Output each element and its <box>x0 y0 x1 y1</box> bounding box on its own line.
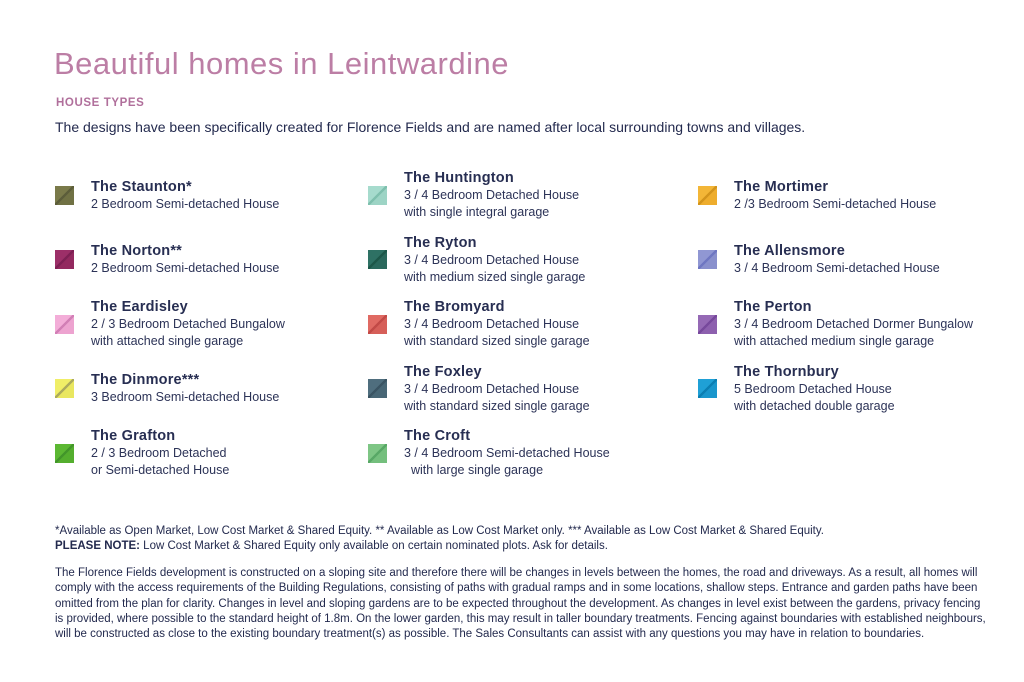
house-type-desc: with standard sized single garage <box>404 334 590 349</box>
page-title: Beautiful homes in Leintwardine <box>54 46 509 81</box>
house-color-swatch <box>368 250 387 269</box>
house-type-desc: 3 / 4 Bedroom Detached House <box>404 317 580 332</box>
house-type-name: The Perton <box>734 299 812 316</box>
house-type-entry <box>698 178 936 213</box>
house-type-name: The Foxley <box>404 363 482 380</box>
house-type-desc: 3 / 4 Bedroom Detached House <box>404 252 580 267</box>
house-type-entry <box>698 298 973 350</box>
house-type-entry <box>368 363 590 415</box>
house-type-name: The Bromyard <box>404 299 505 316</box>
house-color-swatch <box>55 315 74 334</box>
house-type-desc: 2 Bedroom Semi-detached House <box>91 196 280 211</box>
house-type-entry <box>55 178 279 213</box>
please-note-text: Low Cost Market & Shared Equity only available on certain nominated plots. Ask for details. <box>139 539 608 552</box>
availability-line: *Available as Open Market, Low Cost Market & Shared Equity. ** Available as Low Cost Market only. *** Available as Low Cost Market & Shared Equity. <box>55 525 824 537</box>
house-types-column-2 <box>368 163 698 486</box>
house-type-desc: with attached single garage <box>91 334 244 349</box>
house-type-name: The Dinmore*** <box>91 372 200 389</box>
house-color-swatch <box>55 444 74 463</box>
house-type-name: The Ryton <box>404 234 477 251</box>
section-label: HOUSE TYPES <box>56 97 145 109</box>
house-type-desc: 3 / 4 Bedroom Semi-detached House <box>734 261 940 276</box>
house-types-column-1 <box>55 163 368 486</box>
house-type-desc: 3 / 4 Bedroom Semi-detached House <box>404 446 610 461</box>
house-type-name: The Huntington <box>404 170 514 187</box>
house-type-entry <box>55 371 279 406</box>
house-type-entry <box>368 234 585 286</box>
house-type-desc: 3 / 4 Bedroom Detached House <box>404 188 580 203</box>
house-type-desc: 2 /3 Bedroom Semi-detached House <box>734 196 937 211</box>
house-color-swatch <box>698 315 717 334</box>
house-type-name: The Thornbury <box>734 363 839 380</box>
house-type-entry <box>368 427 610 479</box>
house-type-desc: with standard sized single garage <box>404 398 590 413</box>
house-color-swatch <box>368 379 387 398</box>
house-color-swatch <box>698 250 717 269</box>
house-color-swatch <box>368 444 387 463</box>
house-type-name: The Staunton* <box>91 178 192 195</box>
house-type-desc: with medium sized single garage <box>404 269 586 284</box>
house-type-desc: 3 / 4 Bedroom Detached Dormer Bungalow <box>734 317 974 332</box>
house-types-column-3 <box>698 163 998 486</box>
house-type-desc: with large single garage <box>411 463 544 478</box>
development-disclaimer: The Florence Fields development is constructed on a sloping site and therefore there will be changes in levels between the homes, the road and driveways. As a result, all homes will comply with the access requirements of the Building Regulations, consisting of paths with gradual ramps and in some locations, shallow steps. Entrance and garden paths have been omitted from the plan for clarity. Changes in level and sloping gardens are to be expected throughout the development. As changes in level exist between the gardens, privacy fencing is provided, where possible to the standard height of 1.8m. On the lower garden, this may result in taller boundary treatments. Fencing against boundaries with established neighbours, will be constructed as close to the existing boundary treatment(s) as possible. The Sales Consultants can assist with any questions you may have in relation to boundaries. <box>55 567 986 641</box>
house-type-entry <box>55 298 285 350</box>
please-note-line <box>55 539 965 554</box>
house-type-entry <box>368 298 590 350</box>
house-type-name: The Croft <box>404 428 471 445</box>
house-type-entry <box>368 169 579 221</box>
house-color-swatch <box>698 379 717 398</box>
house-type-desc: 2 / 3 Bedroom Detached <box>91 446 227 461</box>
house-type-desc: 3 / 4 Bedroom Detached House <box>404 381 580 396</box>
house-type-name: The Mortimer <box>734 178 829 195</box>
house-type-entry <box>55 242 279 277</box>
house-type-entry <box>698 242 940 277</box>
house-color-swatch <box>55 186 74 205</box>
house-type-name: The Eardisley <box>91 299 188 316</box>
house-type-desc: with single integral garage <box>404 205 550 220</box>
house-type-desc: 5 Bedroom Detached House <box>734 381 892 396</box>
house-type-desc: 2 / 3 Bedroom Detached Bungalow <box>91 317 285 332</box>
house-color-swatch <box>55 250 74 269</box>
house-type-name: The Norton** <box>91 243 183 260</box>
house-type-entry <box>55 427 229 479</box>
please-note-label: PLEASE NOTE: <box>55 539 140 552</box>
house-type-entry <box>698 363 895 415</box>
availability-footnotes <box>55 524 965 553</box>
house-type-desc: with detached double garage <box>734 398 895 413</box>
house-types-grid <box>55 163 998 486</box>
house-type-name: The Allensmore <box>734 243 846 260</box>
house-type-name: The Grafton <box>91 428 176 445</box>
house-type-desc: or Semi-detached House <box>91 463 230 478</box>
house-color-swatch <box>55 379 74 398</box>
house-type-desc: 2 Bedroom Semi-detached House <box>91 261 280 276</box>
house-type-desc: 3 Bedroom Semi-detached House <box>91 390 280 405</box>
house-color-swatch <box>368 315 387 334</box>
house-type-desc: with attached medium single garage <box>734 334 935 349</box>
house-color-swatch <box>368 186 387 205</box>
intro-text: The designs have been specifically created for Florence Fields and are named after local surrounding towns and villages. <box>55 119 806 135</box>
house-color-swatch <box>698 186 717 205</box>
